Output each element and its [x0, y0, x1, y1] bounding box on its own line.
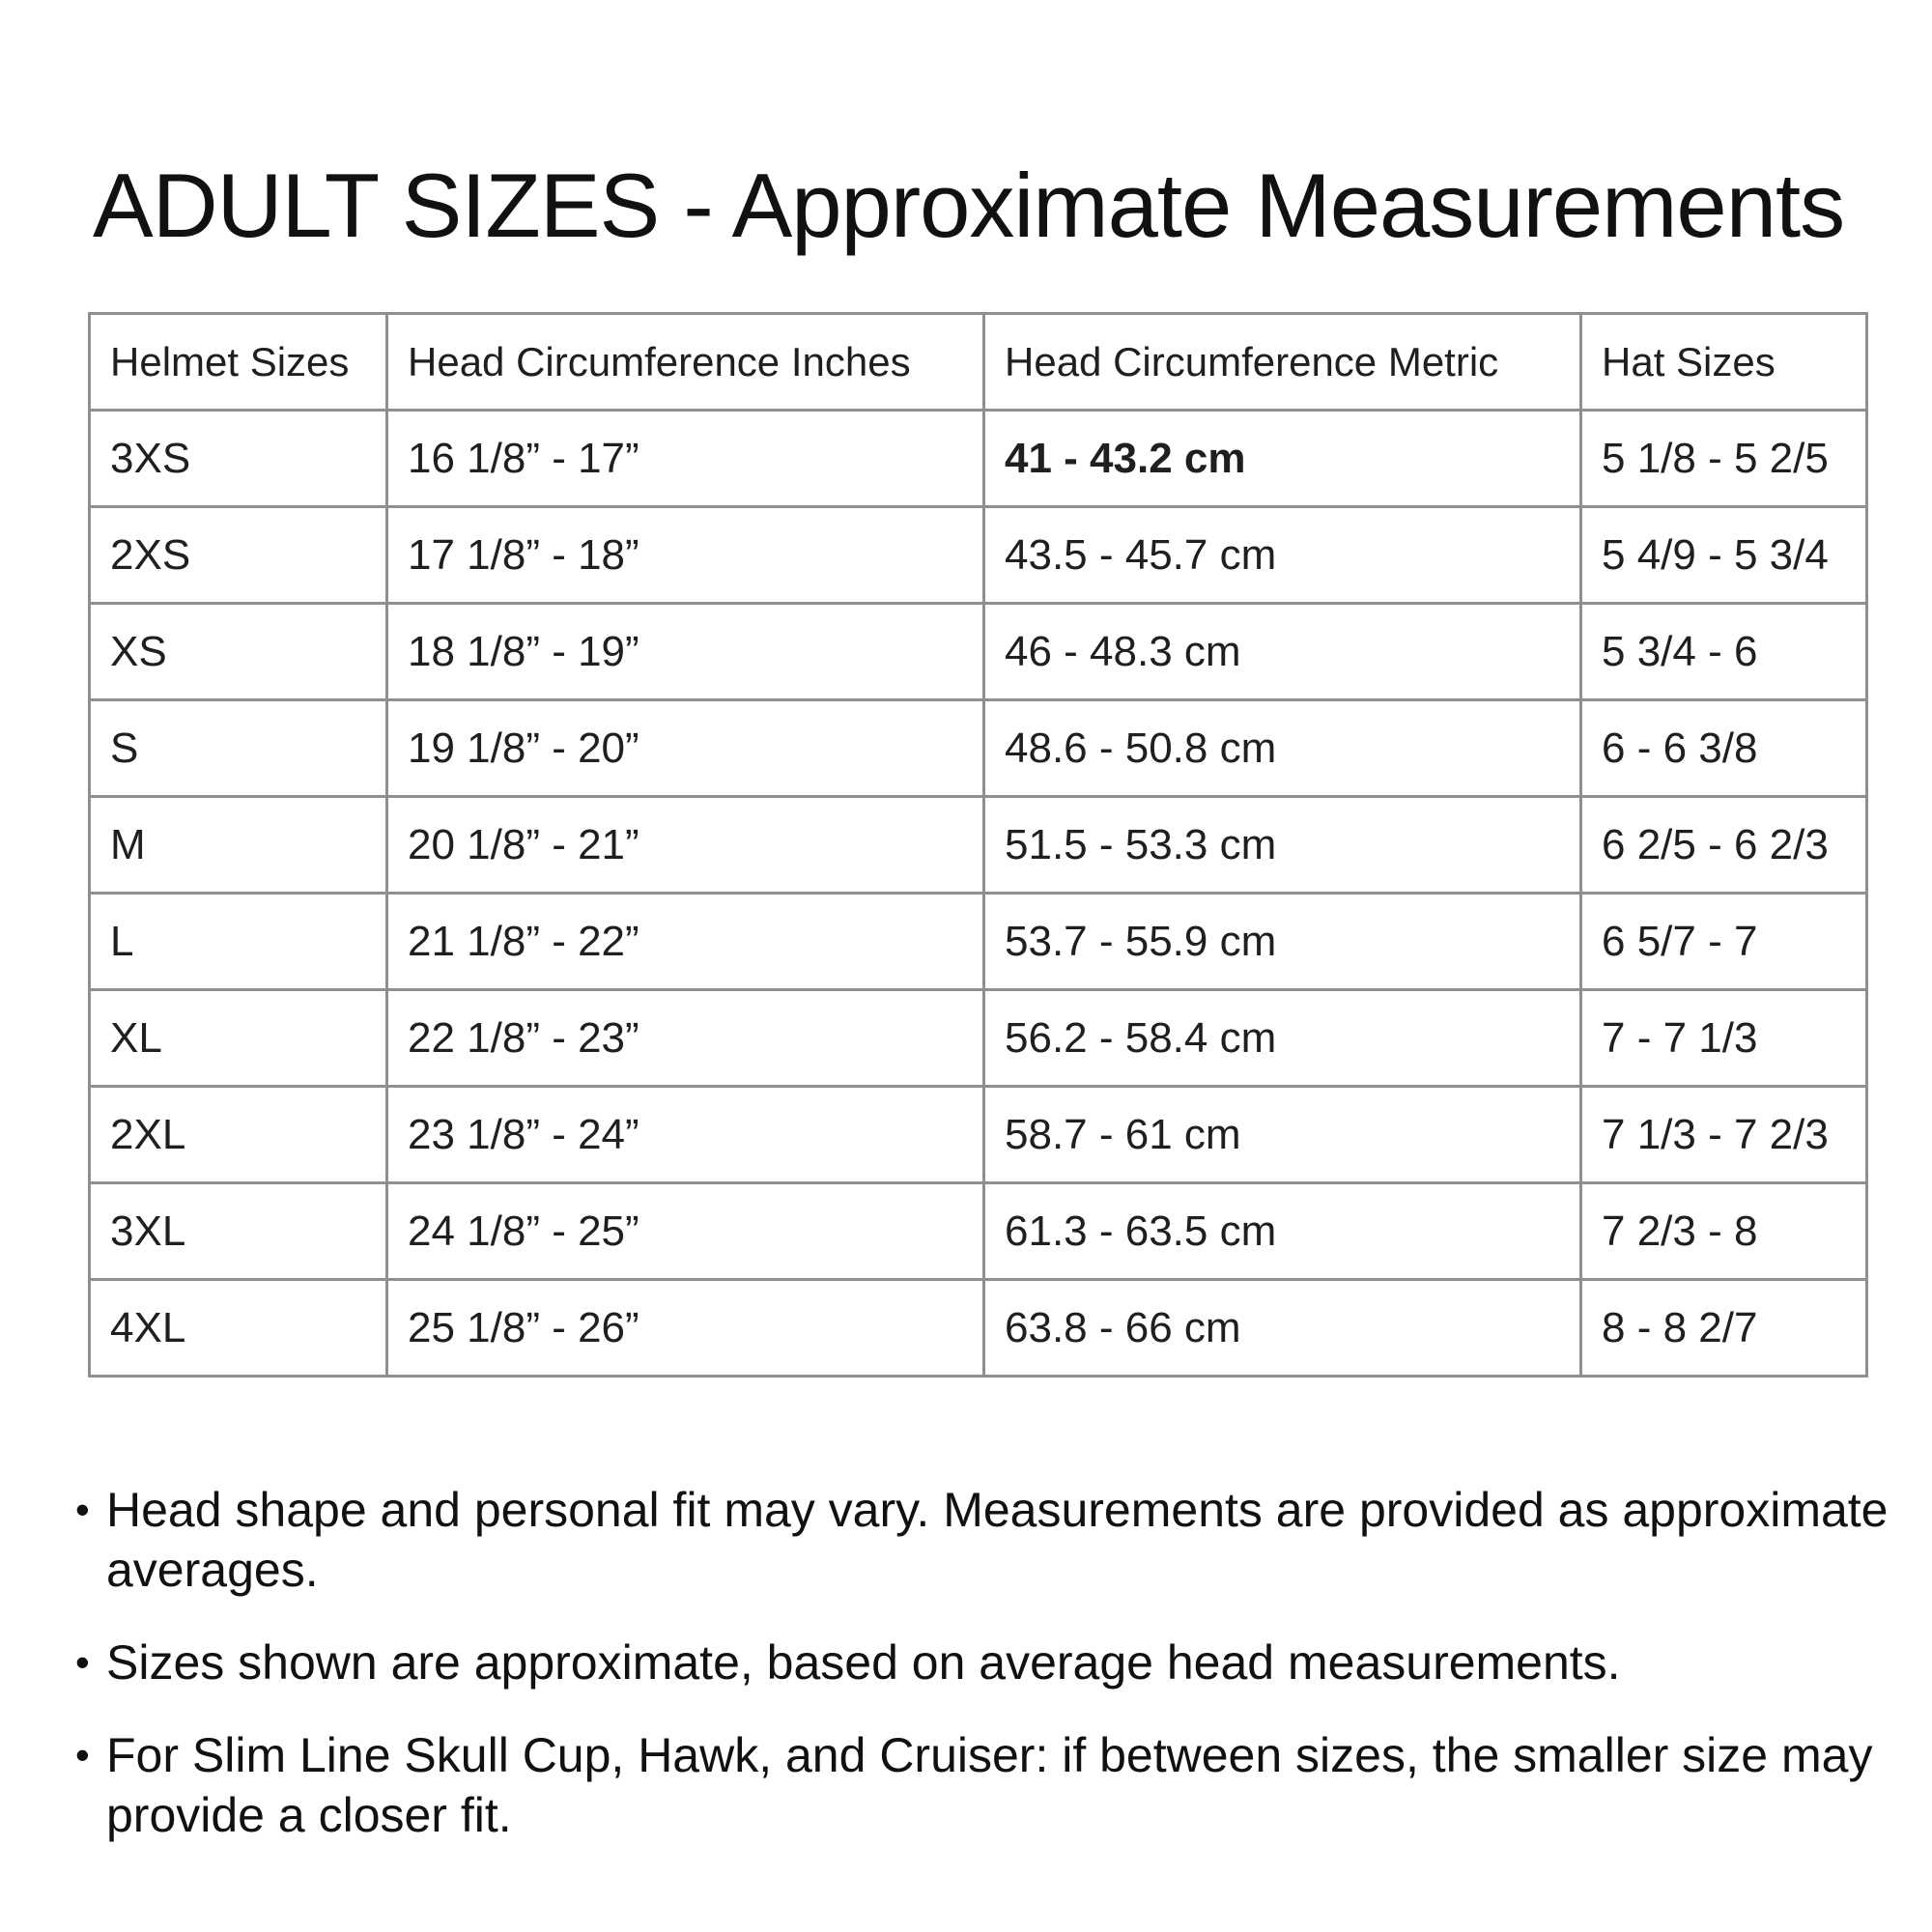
header-helmet-sizes: Helmet Sizes [90, 314, 387, 411]
cell-hat-size: 7 - 7 1/3 [1581, 990, 1867, 1087]
header-head-circumference-metric: Head Circumference Metric [984, 314, 1581, 411]
bullet-icon: • [75, 1732, 90, 1777]
list-item [75, 1725, 1911, 1845]
cell-helmet-size: M [90, 797, 387, 894]
cell-hat-size: 7 2/3 - 8 [1581, 1183, 1867, 1280]
cell-inches: 25 1/8” - 26” [387, 1280, 984, 1377]
cell-metric: 53.7 - 55.9 cm [984, 894, 1581, 990]
cell-inches: 19 1/8” - 20” [387, 700, 984, 797]
cell-metric: 46 - 48.3 cm [984, 604, 1581, 700]
cell-hat-size: 6 5/7 - 7 [1581, 894, 1867, 990]
bullet-icon: • [75, 1487, 90, 1532]
cell-hat-size: 5 3/4 - 6 [1581, 604, 1867, 700]
page-title: ADULT SIZES - Approximate Measurements [93, 155, 1845, 256]
table-row [90, 990, 1867, 1087]
cell-hat-size: 7 1/3 - 7 2/3 [1581, 1087, 1867, 1183]
cell-hat-size: 6 - 6 3/8 [1581, 700, 1867, 797]
cell-helmet-size: XL [90, 990, 387, 1087]
cell-metric: 48.6 - 50.8 cm [984, 700, 1581, 797]
cell-hat-size: 6 2/5 - 6 2/3 [1581, 797, 1867, 894]
cell-helmet-size: 4XL [90, 1280, 387, 1377]
cell-helmet-size: S [90, 700, 387, 797]
table-row [90, 700, 1867, 797]
list-item [75, 1633, 1911, 1692]
cell-inches: 23 1/8” - 24” [387, 1087, 984, 1183]
cell-metric: 43.5 - 45.7 cm [984, 507, 1581, 604]
cell-helmet-size: L [90, 894, 387, 990]
cell-helmet-size: 2XL [90, 1087, 387, 1183]
table-row [90, 797, 1867, 894]
table-row [90, 507, 1867, 604]
cell-inches: 16 1/8” - 17” [387, 411, 984, 507]
cell-metric: 58.7 - 61 cm [984, 1087, 1581, 1183]
cell-metric: 41 - 43.2 cm [984, 411, 1581, 507]
cell-metric: 56.2 - 58.4 cm [984, 990, 1581, 1087]
note-text: Head shape and personal fit may vary. Measurements are provided as approximate averages. [106, 1483, 1889, 1597]
cell-inches: 18 1/8” - 19” [387, 604, 984, 700]
cell-inches: 24 1/8” - 25” [387, 1183, 984, 1280]
cell-inches: 17 1/8” - 18” [387, 507, 984, 604]
cell-inches: 21 1/8” - 22” [387, 894, 984, 990]
table-row [90, 604, 1867, 700]
table-row [90, 1280, 1867, 1377]
cell-metric: 51.5 - 53.3 cm [984, 797, 1581, 894]
cell-helmet-size: 3XL [90, 1183, 387, 1280]
cell-metric: 63.8 - 66 cm [984, 1280, 1581, 1377]
cell-hat-size: 5 1/8 - 5 2/5 [1581, 411, 1867, 507]
bullet-icon: • [75, 1639, 90, 1685]
cell-hat-size: 5 4/9 - 5 3/4 [1581, 507, 1867, 604]
fit-notes-list [75, 1480, 1911, 1878]
header-head-circumference-inches: Head Circumference Inches [387, 314, 984, 411]
cell-helmet-size: 3XS [90, 411, 387, 507]
note-text: For Slim Line Skull Cup, Hawk, and Cruiser: if between sizes, the smaller size may provide a closer fit. [106, 1728, 1873, 1842]
table-row [90, 411, 1867, 507]
table-header-row [90, 314, 1867, 411]
size-chart-table [88, 312, 1868, 1378]
cell-metric: 61.3 - 63.5 cm [984, 1183, 1581, 1280]
cell-inches: 20 1/8” - 21” [387, 797, 984, 894]
cell-helmet-size: XS [90, 604, 387, 700]
cell-hat-size: 8 - 8 2/7 [1581, 1280, 1867, 1377]
header-hat-sizes: Hat Sizes [1581, 314, 1867, 411]
cell-helmet-size: 2XS [90, 507, 387, 604]
table-row [90, 1087, 1867, 1183]
note-text: Sizes shown are approximate, based on average head measurements. [106, 1635, 1621, 1690]
cell-inches: 22 1/8” - 23” [387, 990, 984, 1087]
table-row [90, 1183, 1867, 1280]
table-row [90, 894, 1867, 990]
list-item [75, 1480, 1911, 1600]
